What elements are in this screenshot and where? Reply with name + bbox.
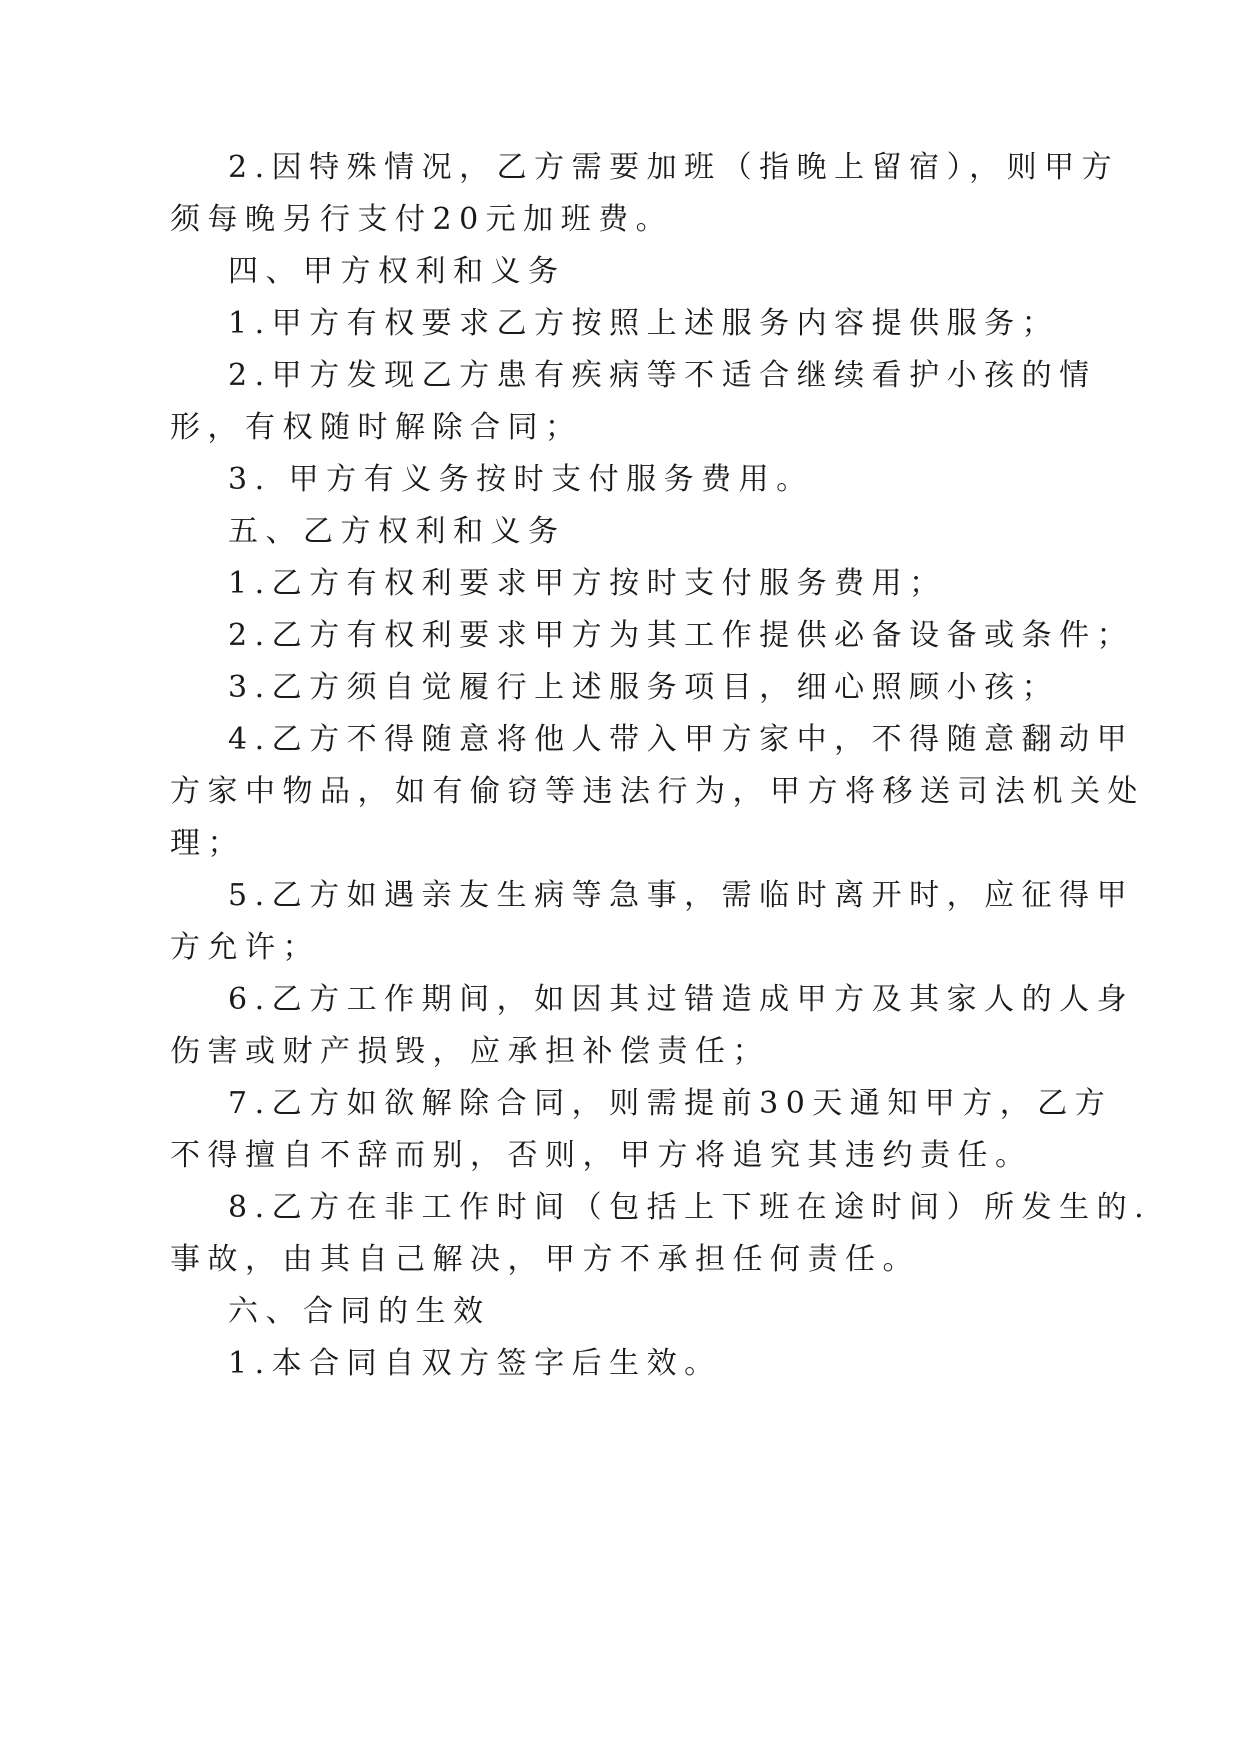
- paragraph-line: 6.乙方工作期间，如因其过错造成甲方及其家人的人身: [228, 982, 1135, 1017]
- paragraph-line: 2.乙方有权利要求甲方为其工作提供必备设备或条件；: [228, 618, 1135, 653]
- paragraph-line: 2.甲方发现乙方患有疾病等不适合继续看护小孩的情: [228, 358, 1097, 393]
- paragraph-line: 3.乙方须自觉履行上述服务项目，细心照顾小孩；: [228, 670, 1060, 705]
- section-heading: 六、合同的生效: [228, 1294, 491, 1329]
- paragraph-line: 7.乙方如欲解除合同，则需提前30天通知甲方，乙方: [228, 1086, 1113, 1121]
- paragraph-line: 伤害或财产损毁，应承担补偿责任；: [170, 1034, 770, 1069]
- section-heading: 四、甲方权利和义务: [228, 254, 566, 289]
- paragraph-line: 2.因特殊情况，乙方需要加班（指晚上留宿），则甲方: [228, 150, 1120, 185]
- paragraph-line: 方允许；: [170, 930, 320, 965]
- paragraph-line: 1.乙方有权利要求甲方按时支付服务费用；: [228, 566, 947, 601]
- paragraph-line: 3. 甲方有义务按时支付服务费用。: [228, 462, 814, 497]
- paragraph-line: 方家中物品，如有偷窃等违法行为，甲方将移送司法机关处: [170, 774, 1145, 809]
- paragraph-line: 4.乙方不得随意将他人带入甲方家中，不得随意翻动甲: [228, 722, 1135, 757]
- paragraph-line: 须每晚另行支付20元加班费。: [170, 202, 674, 237]
- paragraph-line: 理；: [170, 826, 245, 861]
- paragraph-line: 形，有权随时解除合同；: [170, 410, 583, 445]
- paragraph-line: 1.甲方有权要求乙方按照上述服务内容提供服务；: [228, 306, 1060, 341]
- paragraph-line: 1.本合同自双方签字后生效。: [228, 1346, 722, 1381]
- section-heading: 五、乙方权利和义务: [228, 514, 566, 549]
- paragraph-line: 5.乙方如遇亲友生病等急事，需临时离开时，应征得甲: [228, 878, 1135, 913]
- paragraph-line: 8.乙方在非工作时间（包括上下班在途时间）所发生的.: [228, 1190, 1152, 1225]
- paragraph-line: 事故，由其自己解决，甲方不承担任何责任。: [170, 1242, 920, 1277]
- paragraph-line: 不得擅自不辞而别，否则，甲方将追究其违约责任。: [170, 1138, 1033, 1173]
